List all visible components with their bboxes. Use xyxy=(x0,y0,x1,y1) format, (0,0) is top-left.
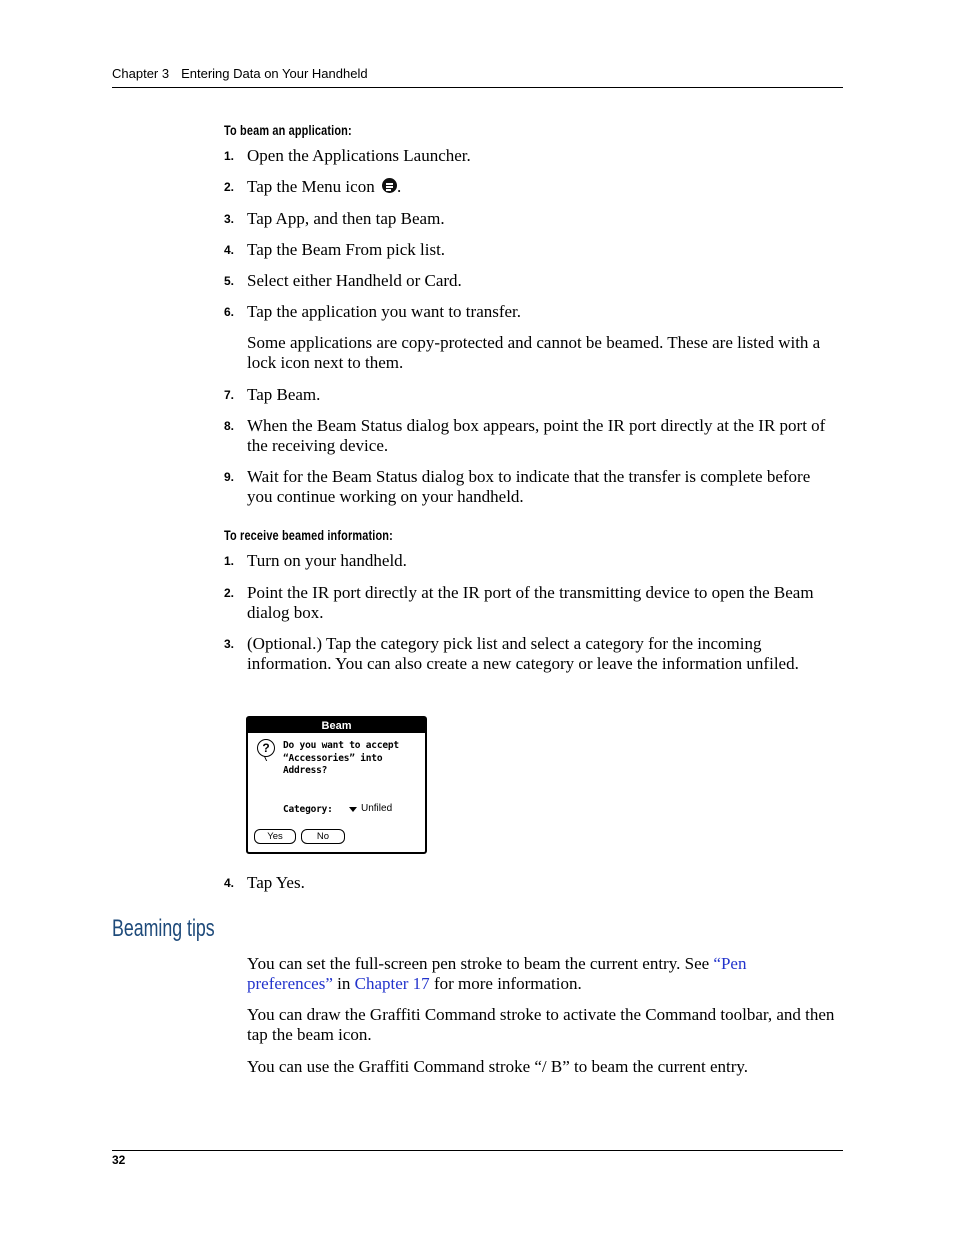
tip-text: in xyxy=(332,974,355,993)
step-text-after-icon: . xyxy=(396,177,402,196)
step-text: Wait for the Beam Status dialog box to indicate that the transfer is complete before you continue working on your handheld. xyxy=(247,467,811,506)
yes-button[interactable]: Yes xyxy=(254,829,296,844)
step-number: 5. xyxy=(224,274,235,288)
category-picker[interactable]: Unfiled xyxy=(361,803,393,814)
step-number: 3. xyxy=(224,637,235,651)
beam-dialog xyxy=(246,716,427,854)
step-number: 8. xyxy=(224,419,235,433)
procedure-heading-beam: To beam an application: xyxy=(224,122,352,138)
section-title: Beaming tips xyxy=(112,915,215,942)
step-number: 4. xyxy=(224,876,235,890)
step-text: Tap Yes. xyxy=(247,873,305,892)
tip-paragraph: You can use the Graffiti Command stroke “/ B” to beam the current entry. xyxy=(247,1057,749,1076)
step-text: Tap the application you want to transfer. xyxy=(247,302,522,321)
step-text: Point the IR port directly at the IR port of the transmitting device to open the Beam dialog box. xyxy=(247,583,814,622)
procedure-heading-receive: To receive beamed information: xyxy=(224,527,393,543)
dialog-message: Do you want to accept “Accessories” into Address? xyxy=(283,740,399,776)
step-text: Turn on your handheld. xyxy=(247,551,407,570)
chapter-number: Chapter 3 xyxy=(112,66,170,81)
step-number: 6. xyxy=(224,305,235,319)
page-number: 32 xyxy=(112,1153,126,1167)
step-number: 1. xyxy=(224,149,235,163)
step-text: Select either Handheld or Card. xyxy=(247,271,462,290)
tip-text: You can set the full-screen pen stroke to beam the current entry. See xyxy=(247,954,714,973)
step-text: When the Beam Status dialog box appears, point the IR port directly at the IR port of the receiving device. xyxy=(247,416,826,455)
step-text: Tap the Beam From pick list. xyxy=(247,240,446,259)
header-rule xyxy=(112,87,843,88)
pen-preferences-link[interactable]: “Pen preferences” xyxy=(247,954,747,993)
tip-paragraph xyxy=(247,954,807,994)
step-number: 3. xyxy=(224,212,235,226)
category-dropdown-arrow-icon[interactable] xyxy=(349,807,357,812)
step-text: Tap Beam. xyxy=(247,385,321,404)
step-note: Some applications are copy-protected and cannot be beamed. These are listed with a lock icon next to them. xyxy=(247,333,821,372)
step-number: 4. xyxy=(224,243,235,257)
running-header xyxy=(112,66,368,81)
step-number: 2. xyxy=(224,180,235,194)
menu-icon xyxy=(382,178,397,193)
step-text xyxy=(247,177,847,197)
step-text: (Optional.) Tap the category pick list and select a category for the incoming information. You can also create a new category or leave the information unfiled. xyxy=(247,634,799,673)
tip-text: for more information. xyxy=(429,974,582,993)
dialog-title: Beam xyxy=(248,718,425,733)
step-number: 2. xyxy=(224,586,235,600)
step-text: Tap App, and then tap Beam. xyxy=(247,209,445,228)
chapter-title: Entering Data on Your Handheld xyxy=(181,66,368,81)
footer-rule xyxy=(112,1150,843,1151)
step-number: 7. xyxy=(224,388,235,402)
chapter-17-link[interactable]: Chapter 17 xyxy=(354,974,430,993)
step-number: 1. xyxy=(224,554,235,568)
step-number: 9. xyxy=(224,470,235,484)
tip-paragraph: You can draw the Graffiti Command stroke to activate the Command toolbar, and then tap the beam icon. xyxy=(247,1005,835,1044)
question-icon: ? xyxy=(257,739,275,757)
category-label: Category: xyxy=(283,804,333,815)
step-text: Open the Applications Launcher. xyxy=(247,146,471,165)
no-button[interactable]: No xyxy=(301,829,345,844)
step-text-before-icon: Tap the Menu icon xyxy=(247,177,375,196)
